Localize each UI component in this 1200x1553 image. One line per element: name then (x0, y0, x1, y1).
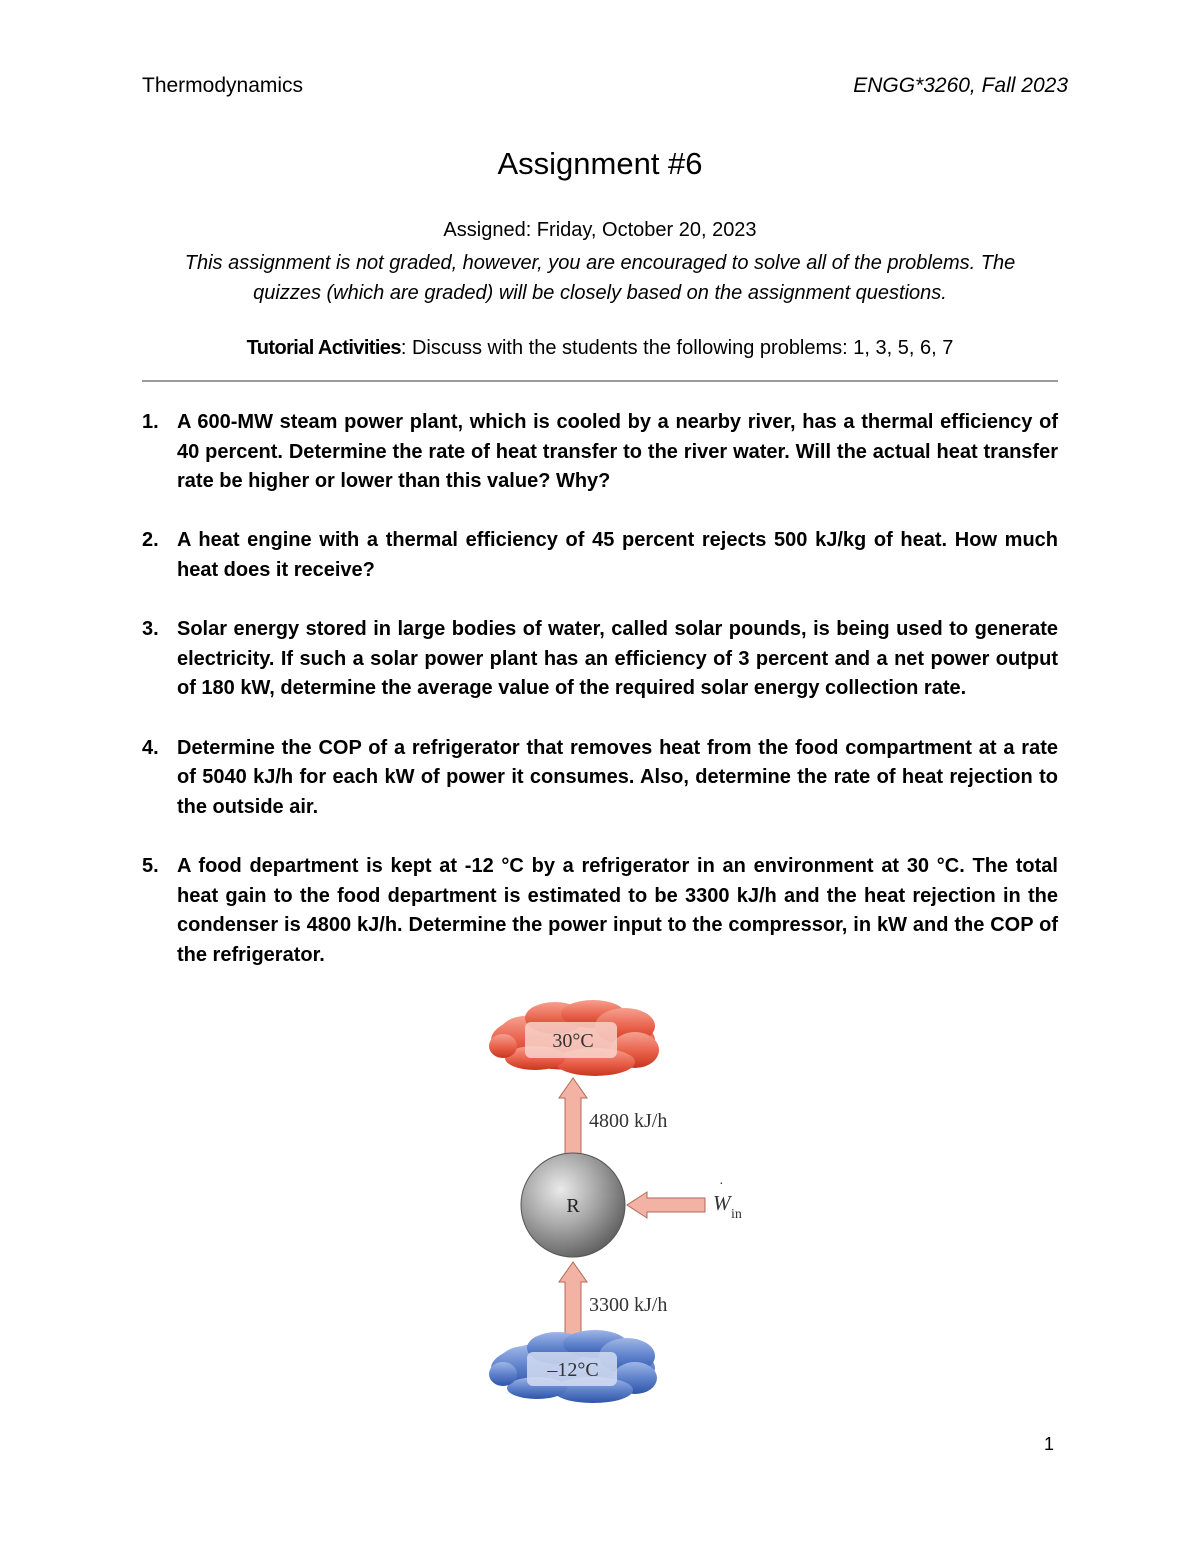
header-course-name: Thermodynamics (142, 74, 304, 97)
heat-rejected-label: 4800 kJ/h (589, 1110, 668, 1132)
assigned-date: Assigned: Friday, October 20, 2023 (443, 219, 757, 241)
question-number: 1. (142, 411, 159, 433)
question-text: A 600-MW steam power plant, which is cooled by a nearby river, has a thermal efficiency of 40 percent. Determine the rate of heat transfer to the river water. Will the actual heat transfer rate be higher or lower than this value? Why? (177, 411, 1058, 493)
question-text: Solar energy stored in large bodies of water, called solar pounds, is being used to generate electricity. If such a solar power plant has an efficiency of 3 percent and a net power output of 180 kW, determine the average value of the required solar energy collection rate. (177, 618, 1058, 700)
heat-absorbed-label: 3300 kJ/h (589, 1294, 668, 1316)
question-text: A heat engine with a thermal efficiency of 45 percent rejects 500 kJ/kg of heat. How much heat does it receive? (177, 529, 1058, 581)
hot-reservoir-label: 30°C (552, 1030, 594, 1052)
tutorial-label: Tutorial Activities (246, 337, 401, 359)
page-number: 1 (1044, 1434, 1055, 1454)
divider (142, 380, 1058, 382)
question-number: 5. (142, 854, 159, 877)
work-input-symbol: W (713, 1191, 731, 1215)
tutorial-text: : Discuss with the students the following problems: 1, 3, 5, 6, 7 (400, 337, 954, 359)
grading-note: This assignment is not graded, however, you are encouraged to solve all of the problems. The quizzes (which are graded) will be closely based on the assignment questions. (184, 252, 1016, 304)
question-text: A food department is kept at -12 °C by a refrigerator in an environment at 30 °C. The total heat gain to the food department is estimated to be 3300 kJ/h and the heat rejection in the condenser is 4800 kJ/h. Determine the power input to the compressor, in kW and the COP of the refrigerator. (177, 854, 1058, 966)
question-list (142, 408, 1058, 1000)
question-item (142, 526, 1058, 585)
question-number: 2. (142, 529, 159, 552)
question-number: 3. (142, 618, 159, 641)
heat-rejected-arrow (559, 1078, 587, 1158)
question-number: 4. (142, 736, 159, 759)
question-item (142, 734, 1058, 823)
header-course-code: ENGG*3260, Fall 2023 (853, 74, 1068, 97)
work-dot-accent: · (719, 1177, 724, 1192)
question-item (142, 852, 1058, 970)
question-item (142, 615, 1058, 704)
refrigerator-diagram (485, 1000, 765, 1410)
refrigerator-label: R (566, 1195, 580, 1217)
question-item (142, 408, 1058, 497)
question-text: Determine the COP of a refrigerator that removes heat from the food compartment at a rate of 5040 kJ/h for each kW of power it consumes. Also, determine the rate of heat rejection to the outside air. (177, 736, 1058, 818)
page-title: Assignment #6 (497, 146, 703, 181)
work-input-arrow (627, 1192, 705, 1218)
tutorial-activities (0, 337, 1200, 360)
work-input-subscript: in (731, 1207, 742, 1222)
heat-absorbed-arrow (559, 1262, 587, 1335)
cold-reservoir-label: –12°C (547, 1359, 599, 1381)
